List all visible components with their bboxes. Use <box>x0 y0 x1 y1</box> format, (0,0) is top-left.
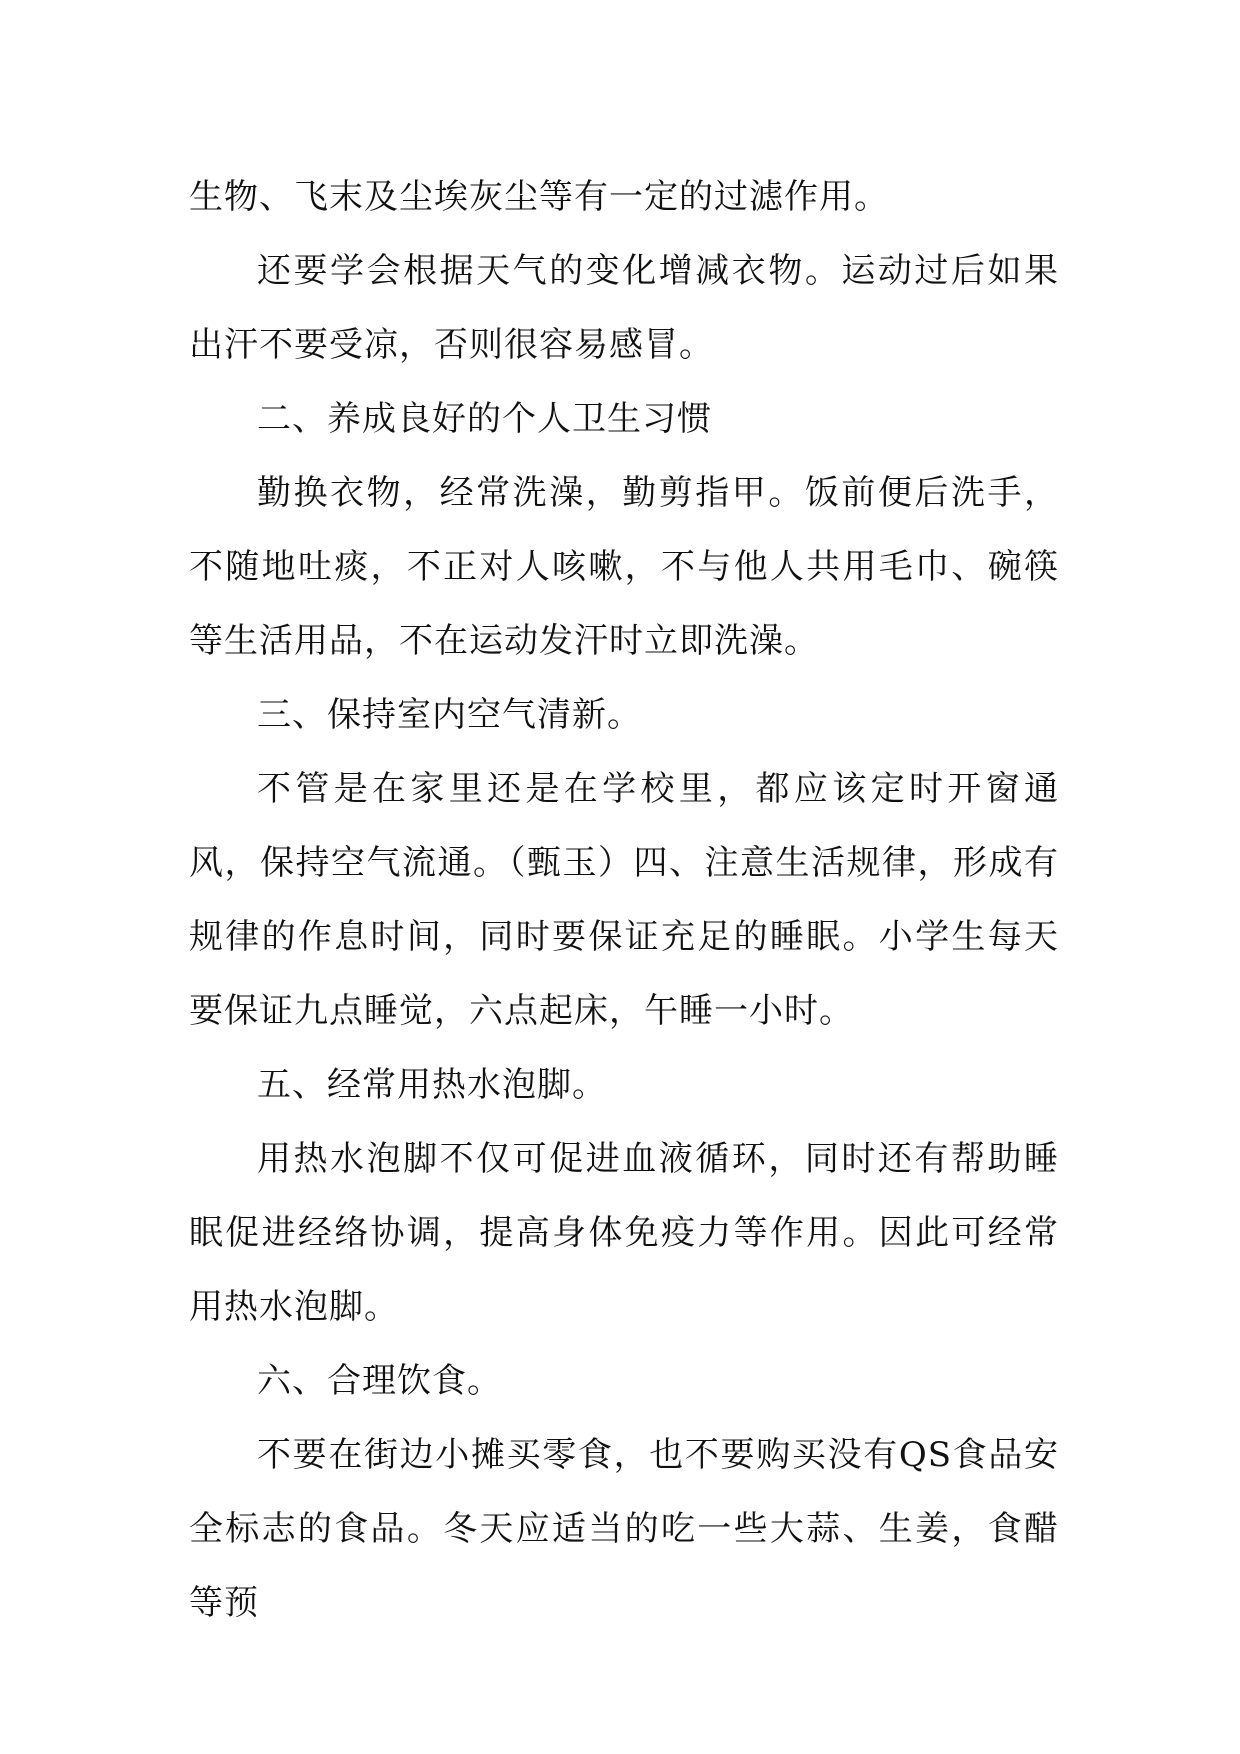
paragraph-hygiene: 勤换衣物，经常洗澡，勤剪指甲。饭前便后洗手，不随地吐痰，不正对人咳嗽，不与他人共用毛巾、碗筷等生活用品，不在运动发汗时立即洗澡。 <box>189 473 1059 661</box>
heading-hygiene-habits: 二、养成良好的个人卫生习惯 <box>257 399 712 439</box>
paragraph-clothing: 还要学会根据天气的变化增减衣物。运动过后如果出汗不要受凉，否则很容易感冒。 <box>189 251 1059 365</box>
heading-fresh-air: 三、保持室内空气清新。 <box>257 695 642 735</box>
paragraph-ventilation-and-sleep: 不管是在家里还是在学校里，都应该定时开窗通风，保持空气流通。（甄玉）四、注意生活规律，形成有规律的作息时间，同时要保证充足的睡眠。小学生每天要保证九点睡觉，六点起床，午睡一小时。 <box>189 769 1059 1031</box>
heading-diet: 六、合理饮食。 <box>257 1361 502 1401</box>
paragraph-diet: 不要在街边小摊买零食，也不要购买没有QS食品安全标志的食品。冬天应适当的吃一些大蒜、生姜，食醋等预 <box>189 1435 1059 1623</box>
document-body <box>189 160 1059 1640</box>
paragraph-continuation: 生物、飞末及尘埃灰尘等有一定的过滤作用。 <box>189 177 889 217</box>
paragraph-foot-bath: 用热水泡脚不仅可促进血液循环，同时还有帮助睡眠促进经络协调，提高身体免疫力等作用。因此可经常用热水泡脚。 <box>189 1139 1059 1327</box>
heading-foot-bath: 五、经常用热水泡脚。 <box>257 1065 607 1105</box>
